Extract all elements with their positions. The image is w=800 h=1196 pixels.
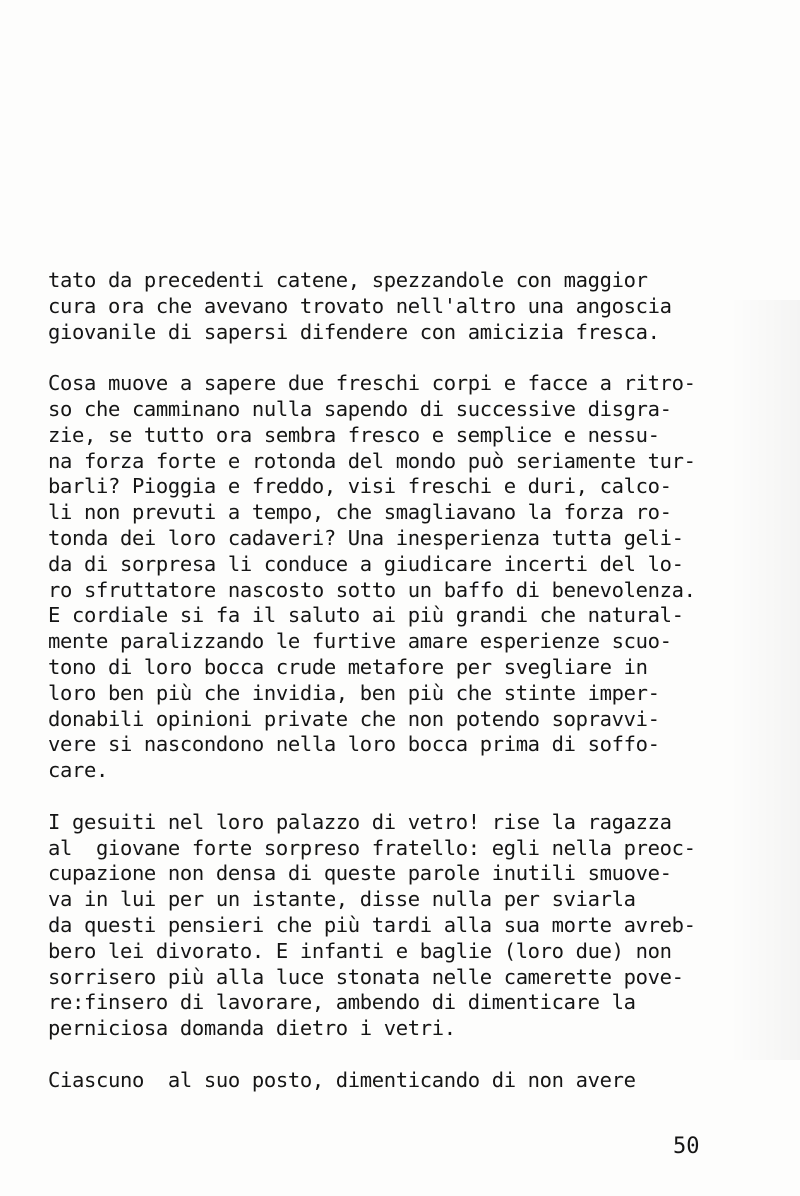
page-number: 50 <box>673 1134 700 1159</box>
text-line: al giovane forte sorpreso fratello: egli nella preoc- <box>48 835 696 860</box>
body-text <box>48 268 800 1119</box>
text-line: I gesuiti nel loro palazzo di vetro! rise la ragazza <box>48 809 672 834</box>
text-line: bero lei divorato. E infanti e baglie (loro due) non <box>48 938 672 963</box>
text-line: va in lui per un istante, disse nulla per sviarla <box>48 887 636 912</box>
text-line: da questi pensieri che più tardi alla sua morte avreb- <box>48 912 696 937</box>
text-line: Cosa muove a sapere due freschi corpi e facce a ritro- <box>48 371 696 396</box>
text-line: ro sfruttatore nascosto sotto un baffo di benevolenza. <box>48 577 696 602</box>
text-line: giovanile di sapersi difendere con amicizia fresca. <box>48 319 660 344</box>
text-line: barli? Pioggia e freddo, visi freschi e duri, calco- <box>48 474 672 499</box>
text-line: loro ben più che invidia, ben più che stinte imper- <box>48 680 660 705</box>
text-line: tono di loro bocca crude metafore per svegliare in <box>48 654 648 679</box>
text-line: li non prevuti a tempo, che smagliavano la forza ro- <box>48 500 672 525</box>
paragraph-3 <box>48 810 800 1042</box>
text-line: re:finsero di lavorare, ambendo di dimenticare la <box>48 990 636 1015</box>
paragraph-4 <box>48 1068 800 1094</box>
paragraph-1 <box>48 268 800 345</box>
text-line: tonda dei loro cadaveri? Una inesperienza tutta geli- <box>48 525 684 550</box>
paragraph-2 <box>48 371 800 784</box>
text-line: zie, se tutto ora sembra fresco e semplice e nessu- <box>48 422 660 447</box>
text-line: tato da precedenti catene, spezzandole con maggior <box>48 268 648 292</box>
text-line: care. <box>48 758 108 783</box>
text-line: Ciascuno al suo posto, dimenticando di non avere <box>48 1067 636 1092</box>
text-line: sorrisero più alla luce stonata nelle camerette pove- <box>48 964 684 989</box>
text-line: cura ora che avevano trovato nell'altro una angoscia <box>48 293 672 318</box>
text-line: E cordiale si fa il saluto ai più grandi che natural- <box>48 603 684 628</box>
text-line: cupazione non densa di queste parole inutili smuove- <box>48 861 672 886</box>
text-line: na forza forte e rotonda del mondo può seriamente tur- <box>48 448 696 473</box>
text-line: da di sorpresa li conduce a giudicare incerti del lo- <box>48 551 684 576</box>
text-line: donabili opinioni private che non potendo sopravvi- <box>48 706 660 731</box>
text-line: so che camminano nulla sapendo di successive disgra- <box>48 396 672 421</box>
text-line: perniciosa domanda dietro i vetri. <box>48 1016 456 1041</box>
text-line: mente paralizzando le furtive amare esperienze scuo- <box>48 629 672 654</box>
text-line: vere si nascondono nella loro bocca prima di soffo- <box>48 732 660 757</box>
